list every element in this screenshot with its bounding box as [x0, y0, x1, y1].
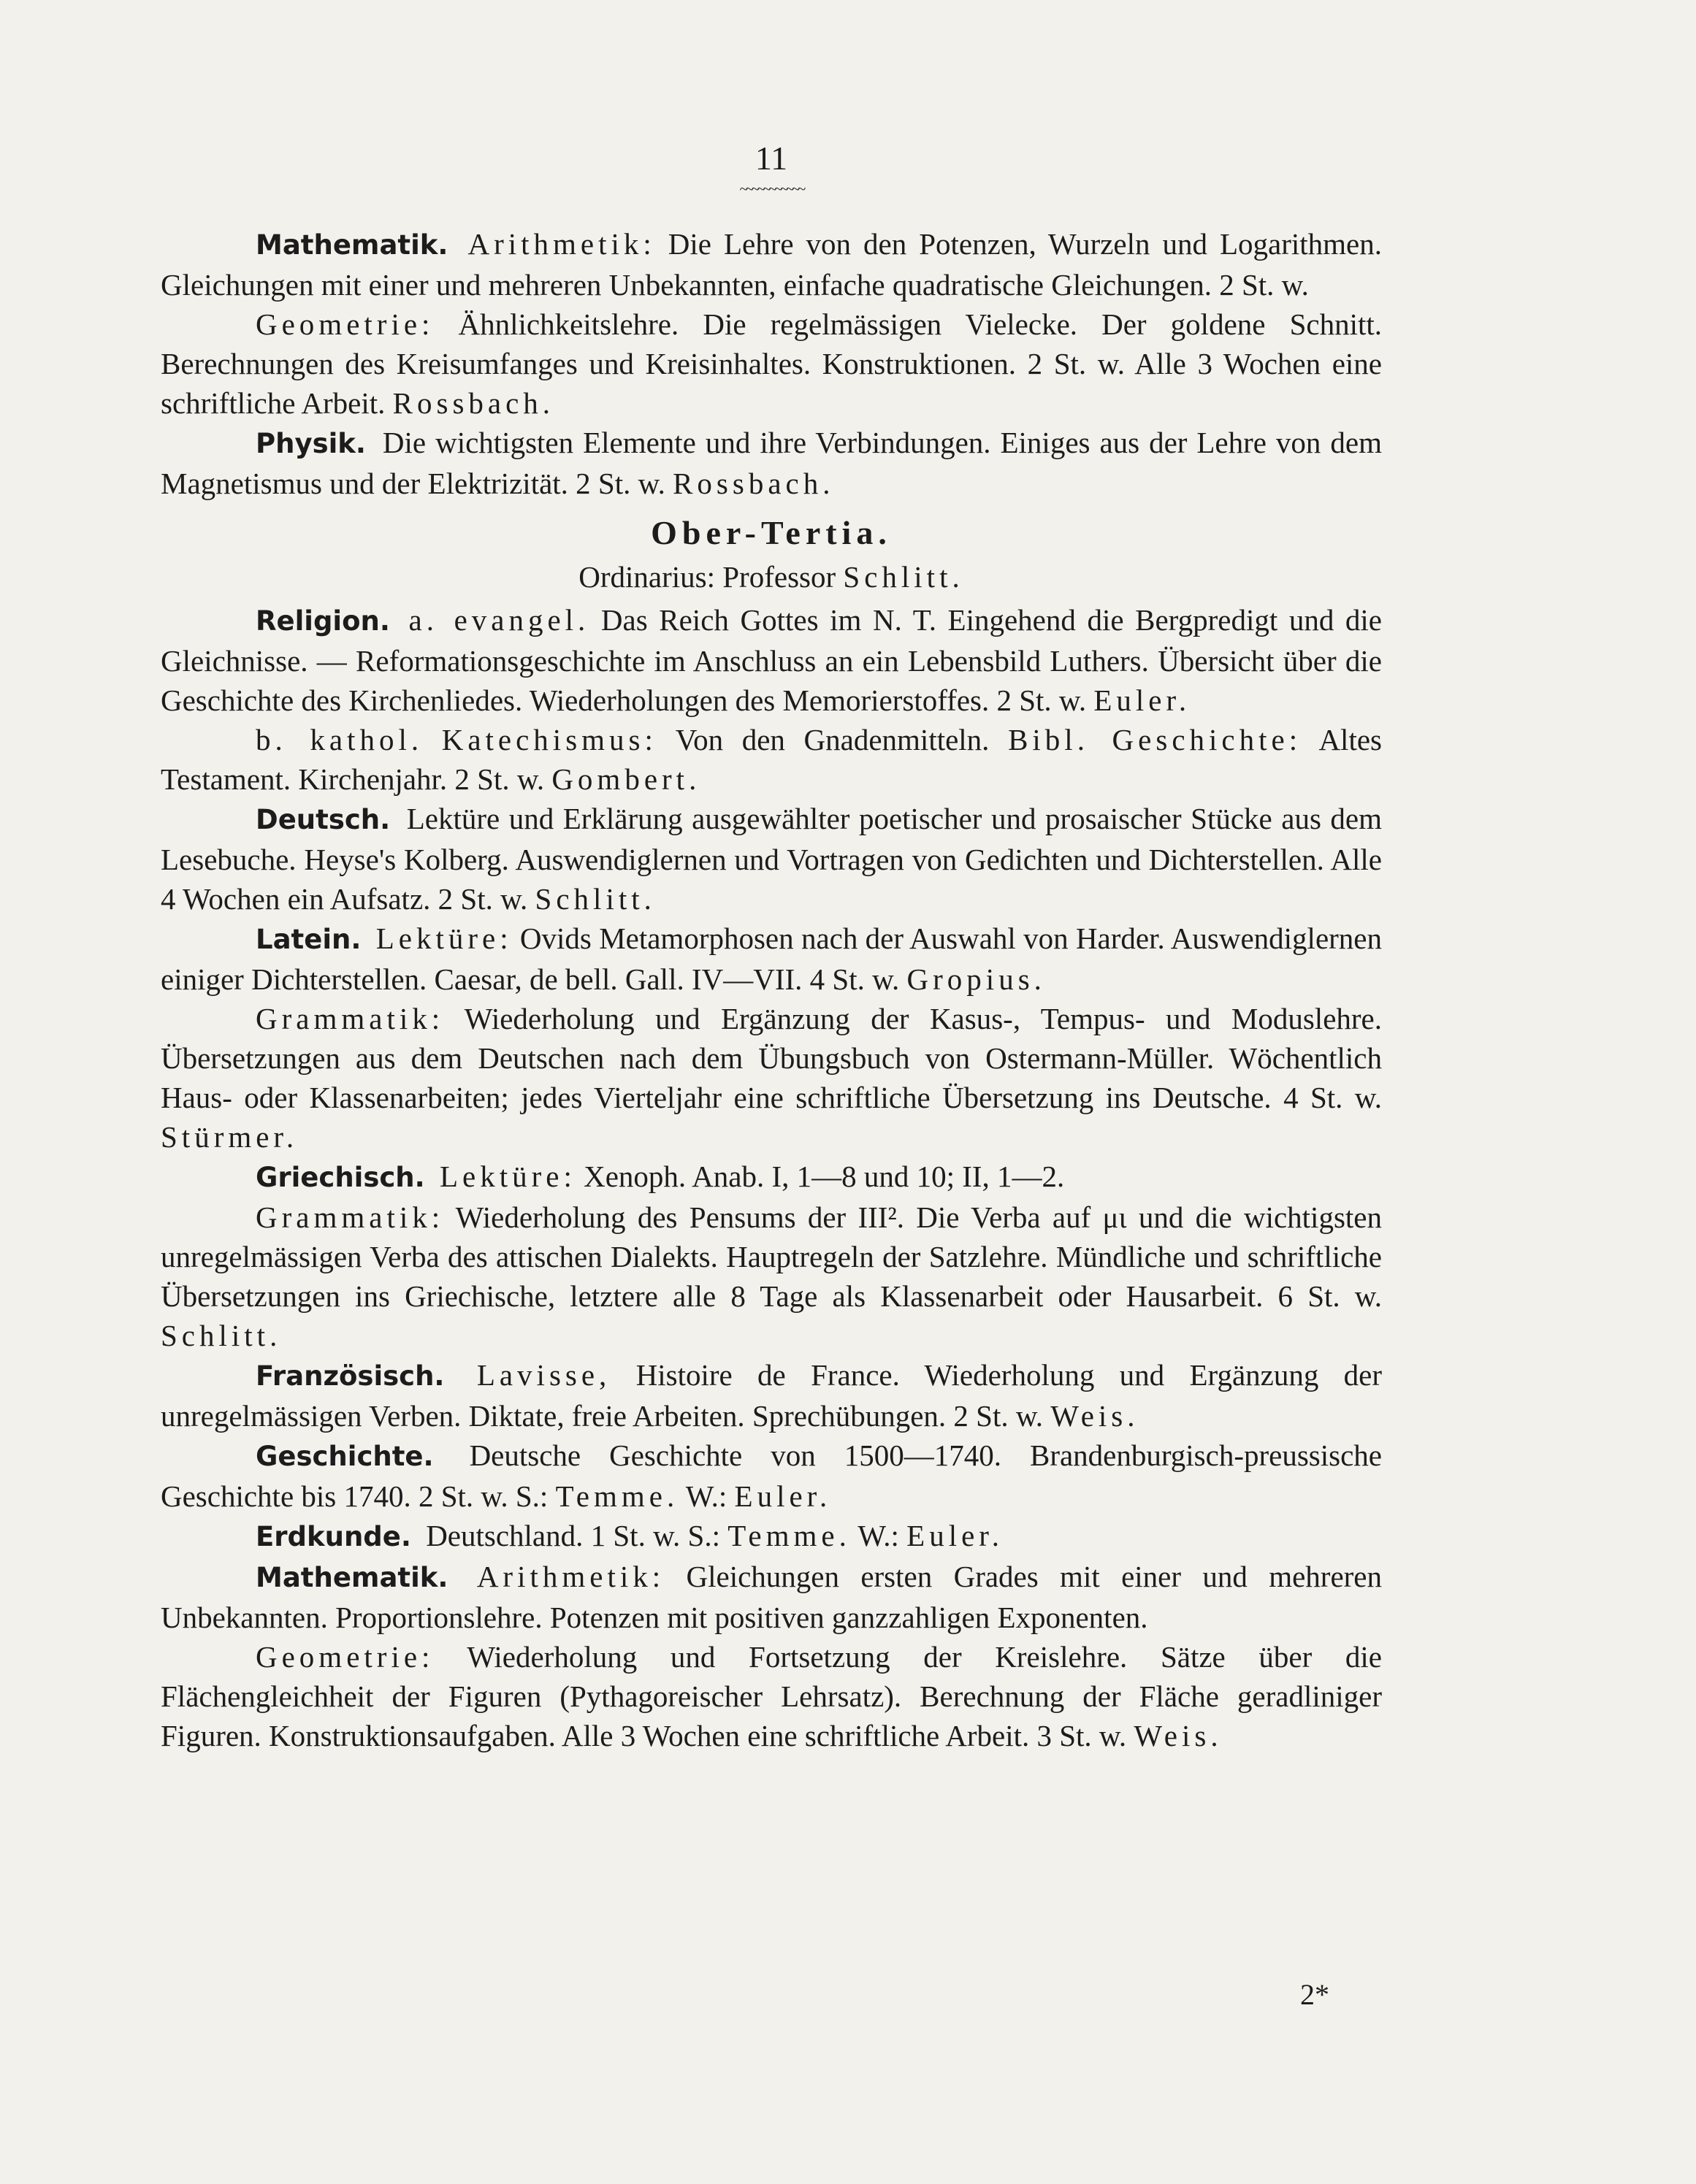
teacher-name: Gombert.	[551, 762, 701, 796]
paragraph-geschichte	[161, 1436, 1382, 1516]
text-erdkunde: Deutschland. 1 St. w. S.:	[426, 1519, 720, 1552]
paragraph-griechisch-lektuere	[161, 1157, 1382, 1198]
text-geschichte: Deutsche Geschichte von 1500—1740. Brandenburgisch-preussische Geschichte bis 1740. 2 St. w. S.:	[161, 1438, 1382, 1513]
teacher-name: Weis.	[1050, 1399, 1139, 1433]
teacher-name: Rossbach.	[673, 467, 835, 500]
label-evangel: a. evangel.	[408, 603, 590, 637]
ordinarius-label: Ordinarius: Professor	[578, 560, 836, 594]
subject-heading-religion: Religion.	[256, 605, 390, 637]
section-heading-ober-tertia: Ober-Tertia.	[651, 514, 892, 551]
text-geometrie: Wiederholung und Fortsetzung der Kreislehre. Sätze über die Flächengleichheit der Figuren (Pythagoreischer Lehrsatz). Berechnung der Fläche geradliniger Figuren. Konstruktionsaufgaben. Alle 3 Wochen eine schriftliche Arbeit. 3 St. w.	[161, 1640, 1382, 1752]
printer-signature-mark: 2*	[1300, 1978, 1329, 2011]
paragraph-griechisch-grammatik	[161, 1198, 1382, 1355]
teacher-name: Euler.	[734, 1479, 832, 1513]
subject-heading-griechisch: Griechisch.	[256, 1162, 425, 1193]
subject-heading-mathematik: Mathematik.	[256, 229, 448, 261]
paragraph-latein-grammatik	[161, 999, 1382, 1157]
label-grammatik: Grammatik:	[256, 1200, 445, 1234]
text-arithmetik: Gleichungen ersten Grades mit einer und mehreren Unbekannten. Proportionslehre. Potenzen mit positiven ganzzahligen Exponenten.	[161, 1560, 1383, 1634]
paragraph-religion-evangel	[161, 600, 1382, 720]
text-deutsch: Lektüre und Erklärung ausgewählter poetischer und prosaischer Stücke aus dem Lesebuche. Heyse's Kolberg. Auswendiglernen und Vortragen von Gedichten und Dichterstellen. Alle 4 Wochen ein Aufsatz. 2 St. w.	[161, 802, 1383, 916]
subject-heading-erdkunde: Erdkunde.	[256, 1521, 411, 1552]
text-latein-grammatik: Wiederholung und Ergänzung der Kasus-, Tempus- und Moduslehre. Übersetzungen aus dem Deutschen nach dem Übungsbuch von Ostermann-Müller. Wöchentlich Haus- oder Klassenarbeiten; jedes Vierteljahr eine schriftliche Übersetzung ins Deutsche. 4 St. w.	[161, 1002, 1382, 1114]
text-bibl-geschichte: Altes Testament. Kirchenjahr. 2 St. w.	[161, 723, 1382, 796]
teacher-name: Schlitt.	[535, 882, 656, 916]
author-lavisse: Lavisse,	[476, 1358, 611, 1392]
paragraph-mathematik-arithmetik-ot	[161, 1557, 1382, 1637]
text-franzoesisch: Histoire de France. Wiederholung und Ergänzung der unregelmässigen Verben. Diktate, freie Arbeiten. Sprechübungen. 2 St. w.	[161, 1358, 1383, 1433]
text-religion-evangel: Das Reich Gottes im N. T. Eingehend die Bergpredigt und die Gleichnisse. — Reformationsgeschichte im Anschluss an ein Lebensbild Luthers. Übersicht über die Geschichte des Kirchenliedes. Wiederholungen des Memorierstoffes. 2 St. w.	[161, 603, 1382, 717]
teacher-name: Temme.	[727, 1519, 851, 1552]
label-geometrie: Geometrie:	[256, 1640, 435, 1674]
label-bibl-geschichte: Bibl. Geschichte:	[1008, 723, 1302, 756]
label-geometrie: Geometrie:	[256, 307, 435, 341]
label-arithmetik: Arithmetik:	[467, 227, 656, 261]
teacher-name: Rossbach.	[392, 386, 555, 420]
teacher-name: Euler.	[906, 1519, 1004, 1552]
teacher-name: Stürmer.	[161, 1120, 299, 1154]
label-lektuere: Lektüre:	[375, 922, 513, 955]
ordinarius-name: Schlitt.	[843, 560, 964, 594]
label-lektuere: Lektüre:	[439, 1160, 576, 1193]
teacher-name: Weis.	[1134, 1719, 1223, 1752]
teacher-name: Gropius.	[906, 962, 1046, 996]
label-winter: W.:	[685, 1479, 727, 1513]
ordinarius-line	[161, 556, 1382, 597]
paragraph-franzoesisch	[161, 1355, 1382, 1436]
label-winter: W.:	[857, 1519, 899, 1552]
paragraph-deutsch	[161, 799, 1382, 919]
paragraph-erdkunde	[161, 1516, 1382, 1557]
text-arithmetik: Die Lehre von den Potenzen, Wurzeln und Logarithmen. Gleichungen mit einer und mehreren Unbekannten, einfache quadratische Gleichungen. 2 St. w.	[161, 227, 1383, 302]
text-griechisch-lektuere: Xenoph. Anab. I, 1—8 und 10; II, 1—2.	[584, 1160, 1065, 1193]
teacher-name: Temme.	[555, 1479, 679, 1513]
text-latein-lektuere: Ovids Metamorphosen nach der Auswahl von Harder. Auswendiglernen einiger Dichterstellen. Caesar, de bell. Gall. IV—VII. 4 St. w.	[161, 922, 1382, 996]
label-katechismus: Katechismus:	[441, 723, 657, 756]
paragraph-latein-lektuere	[161, 919, 1382, 999]
text-geometrie: Ähnlichkeitslehre. Die regelmässigen Vielecke. Der goldene Schnitt. Berechnungen des Kreisumfanges und Kreisinhaltes. Konstruktionen. 2 St. w. Alle 3 Wochen eine schriftliche Arbeit.	[161, 307, 1383, 420]
paragraph-physik	[161, 423, 1382, 503]
page-number-ornament: ~~~~~~~~~~~	[739, 180, 803, 198]
subject-heading-geschichte: Geschichte.	[256, 1441, 434, 1472]
paragraph-mathematik-arithmetik	[161, 224, 1382, 304]
page-number: 11	[755, 139, 788, 177]
paragraph-mathematik-geometrie	[161, 304, 1382, 423]
subject-heading-deutsch: Deutsch.	[256, 804, 391, 835]
subject-heading-latein: Latein.	[256, 924, 362, 955]
teacher-name: Euler.	[1093, 683, 1191, 717]
text-physik: Die wichtigsten Elemente und ihre Verbindungen. Einiges aus der Lehre von dem Magnetismus und der Elektrizität. 2 St. w.	[161, 426, 1382, 500]
paragraph-religion-kathol	[161, 720, 1382, 799]
text-griechisch-grammatik: Wiederholung des Pensums der III². Die Verba auf μι und die wichtigsten unregelmässigen Verba des attischen Dialekts. Hauptregeln der Satzlehre. Mündliche und schriftliche Übersetzungen ins Griechische, letztere alle 8 Tage als Klassenarbeit oder Hausarbeit. 6 St. w.	[161, 1200, 1382, 1313]
paragraph-mathematik-geometrie-ot	[161, 1637, 1382, 1755]
subject-heading-franzoesisch: Französisch.	[256, 1360, 445, 1392]
label-kathol: b. kathol.	[256, 723, 424, 756]
label-grammatik: Grammatik:	[256, 1002, 445, 1035]
subject-heading-physik: Physik.	[256, 428, 366, 459]
label-arithmetik: Arithmetik:	[476, 1560, 665, 1593]
subject-heading-mathematik: Mathematik.	[256, 1562, 448, 1593]
text-katechismus: Von den Gnadenmitteln.	[675, 723, 990, 756]
teacher-name: Schlitt.	[161, 1319, 282, 1352]
